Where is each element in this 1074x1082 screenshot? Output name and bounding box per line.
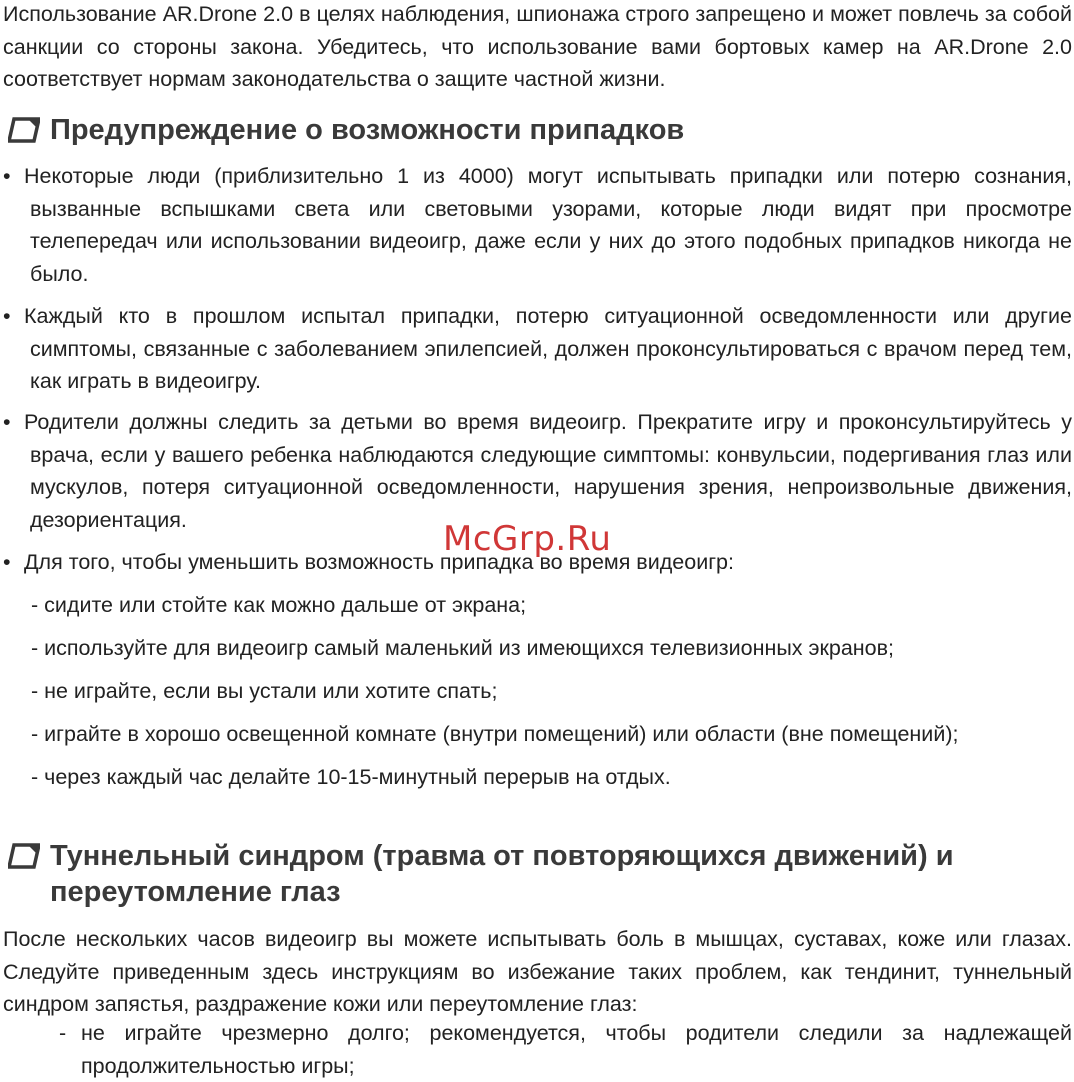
dash-glyph: - xyxy=(59,1021,67,1045)
tunnel-syndrome-title-line2: переутомление глаз xyxy=(50,876,341,908)
seizure-warning-heading xyxy=(8,112,684,148)
sub-list-item: - не играйте, если вы устали или хотите спать; xyxy=(31,679,498,703)
sub-list-item: - через каждый час делайте 10-15-минутный перерыв на отдых. xyxy=(31,765,671,789)
list-item xyxy=(3,406,1072,536)
sub-list-item: - сидите или стойте как можно дальше от экрана; xyxy=(31,593,527,617)
list-item-text: Для того, чтобы уменьшить возможность припадка во время видеоигр: xyxy=(24,550,734,574)
list-item-text: Родители должны следить за детьми во время видеоигр. Прекратите игру и проконсультируйтесь у врача, если у вашего ребенка наблюдаются следующие симптомы: конвульсии, подергивания глаз или мускулов, потеря ситуационной осведомленности, нарушения зрения, непроизвольные движения, дезориентация. xyxy=(24,410,1072,532)
watermark: McGrp.Ru xyxy=(443,519,612,559)
intro-paragraph: Использование AR.Drone 2.0 в целях наблюдения, шпионажа строго запрещено и может повлечь за собой санкции со стороны закона. Убедитесь, что использование вами бортовых камер на AR.Drone 2.0 соответствует нормам законодательства о защите частной жизни. xyxy=(3,2,1072,91)
bullet-glyph: • xyxy=(3,304,11,328)
list-item-text: Некоторые люди (приблизительно 1 из 4000) могут испытывать припадки или потерю сознания, вызванные вспышками света или световыми узорами, которые люди видят при просмотре телепередач или использовании видеоигр, даже если у них до этого подобных припадков никогда не было. xyxy=(24,164,1072,286)
sub-list-item: - используйте для видеоигр самый маленький из имеющихся телевизионных экранов; xyxy=(31,636,895,660)
tunnel-syndrome-heading xyxy=(8,838,1058,910)
checkbox-icon xyxy=(8,843,40,869)
sub-list-item: - играйте в хорошо освещенной комнате (внутри помещений) или области (вне помещений); xyxy=(31,722,959,746)
list-item xyxy=(3,160,1072,290)
list-item-text: Каждый кто в прошлом испытал припадки, потерю ситуационной осведомленности или другие симптомы, связанные с заболеванием эпилепсией, должен проконсультироваться с врачом перед тем, как играть в видеоигру. xyxy=(24,304,1072,393)
list-item-text: не играйте чрезмерно долго; рекомендуется, чтобы родители следили за надлежащей продолжительностью игры; xyxy=(81,1021,1072,1078)
tunnel-syndrome-title xyxy=(50,838,954,910)
bullet-glyph: • xyxy=(3,550,11,574)
bullet-glyph: • xyxy=(3,164,11,188)
bullet-glyph: • xyxy=(3,410,11,434)
list-item xyxy=(59,1017,1072,1082)
tunnel-syndrome-paragraph: После нескольких часов видеоигр вы можете испытывать боль в мышцах, суставах, коже или глазах. Следуйте приведенным здесь инструкциям во избежание таких проблем, как тендинит, туннельный синдром запястья, раздражение кожи или переутомление глаз: xyxy=(3,927,1072,1016)
checkbox-icon xyxy=(8,117,40,143)
tunnel-syndrome-title-line1: Туннельный синдром (травма от повторяющихся движений) и xyxy=(50,840,954,872)
seizure-warning-title: Предупреждение о возможности припадков xyxy=(50,114,685,146)
list-item xyxy=(3,300,1072,398)
